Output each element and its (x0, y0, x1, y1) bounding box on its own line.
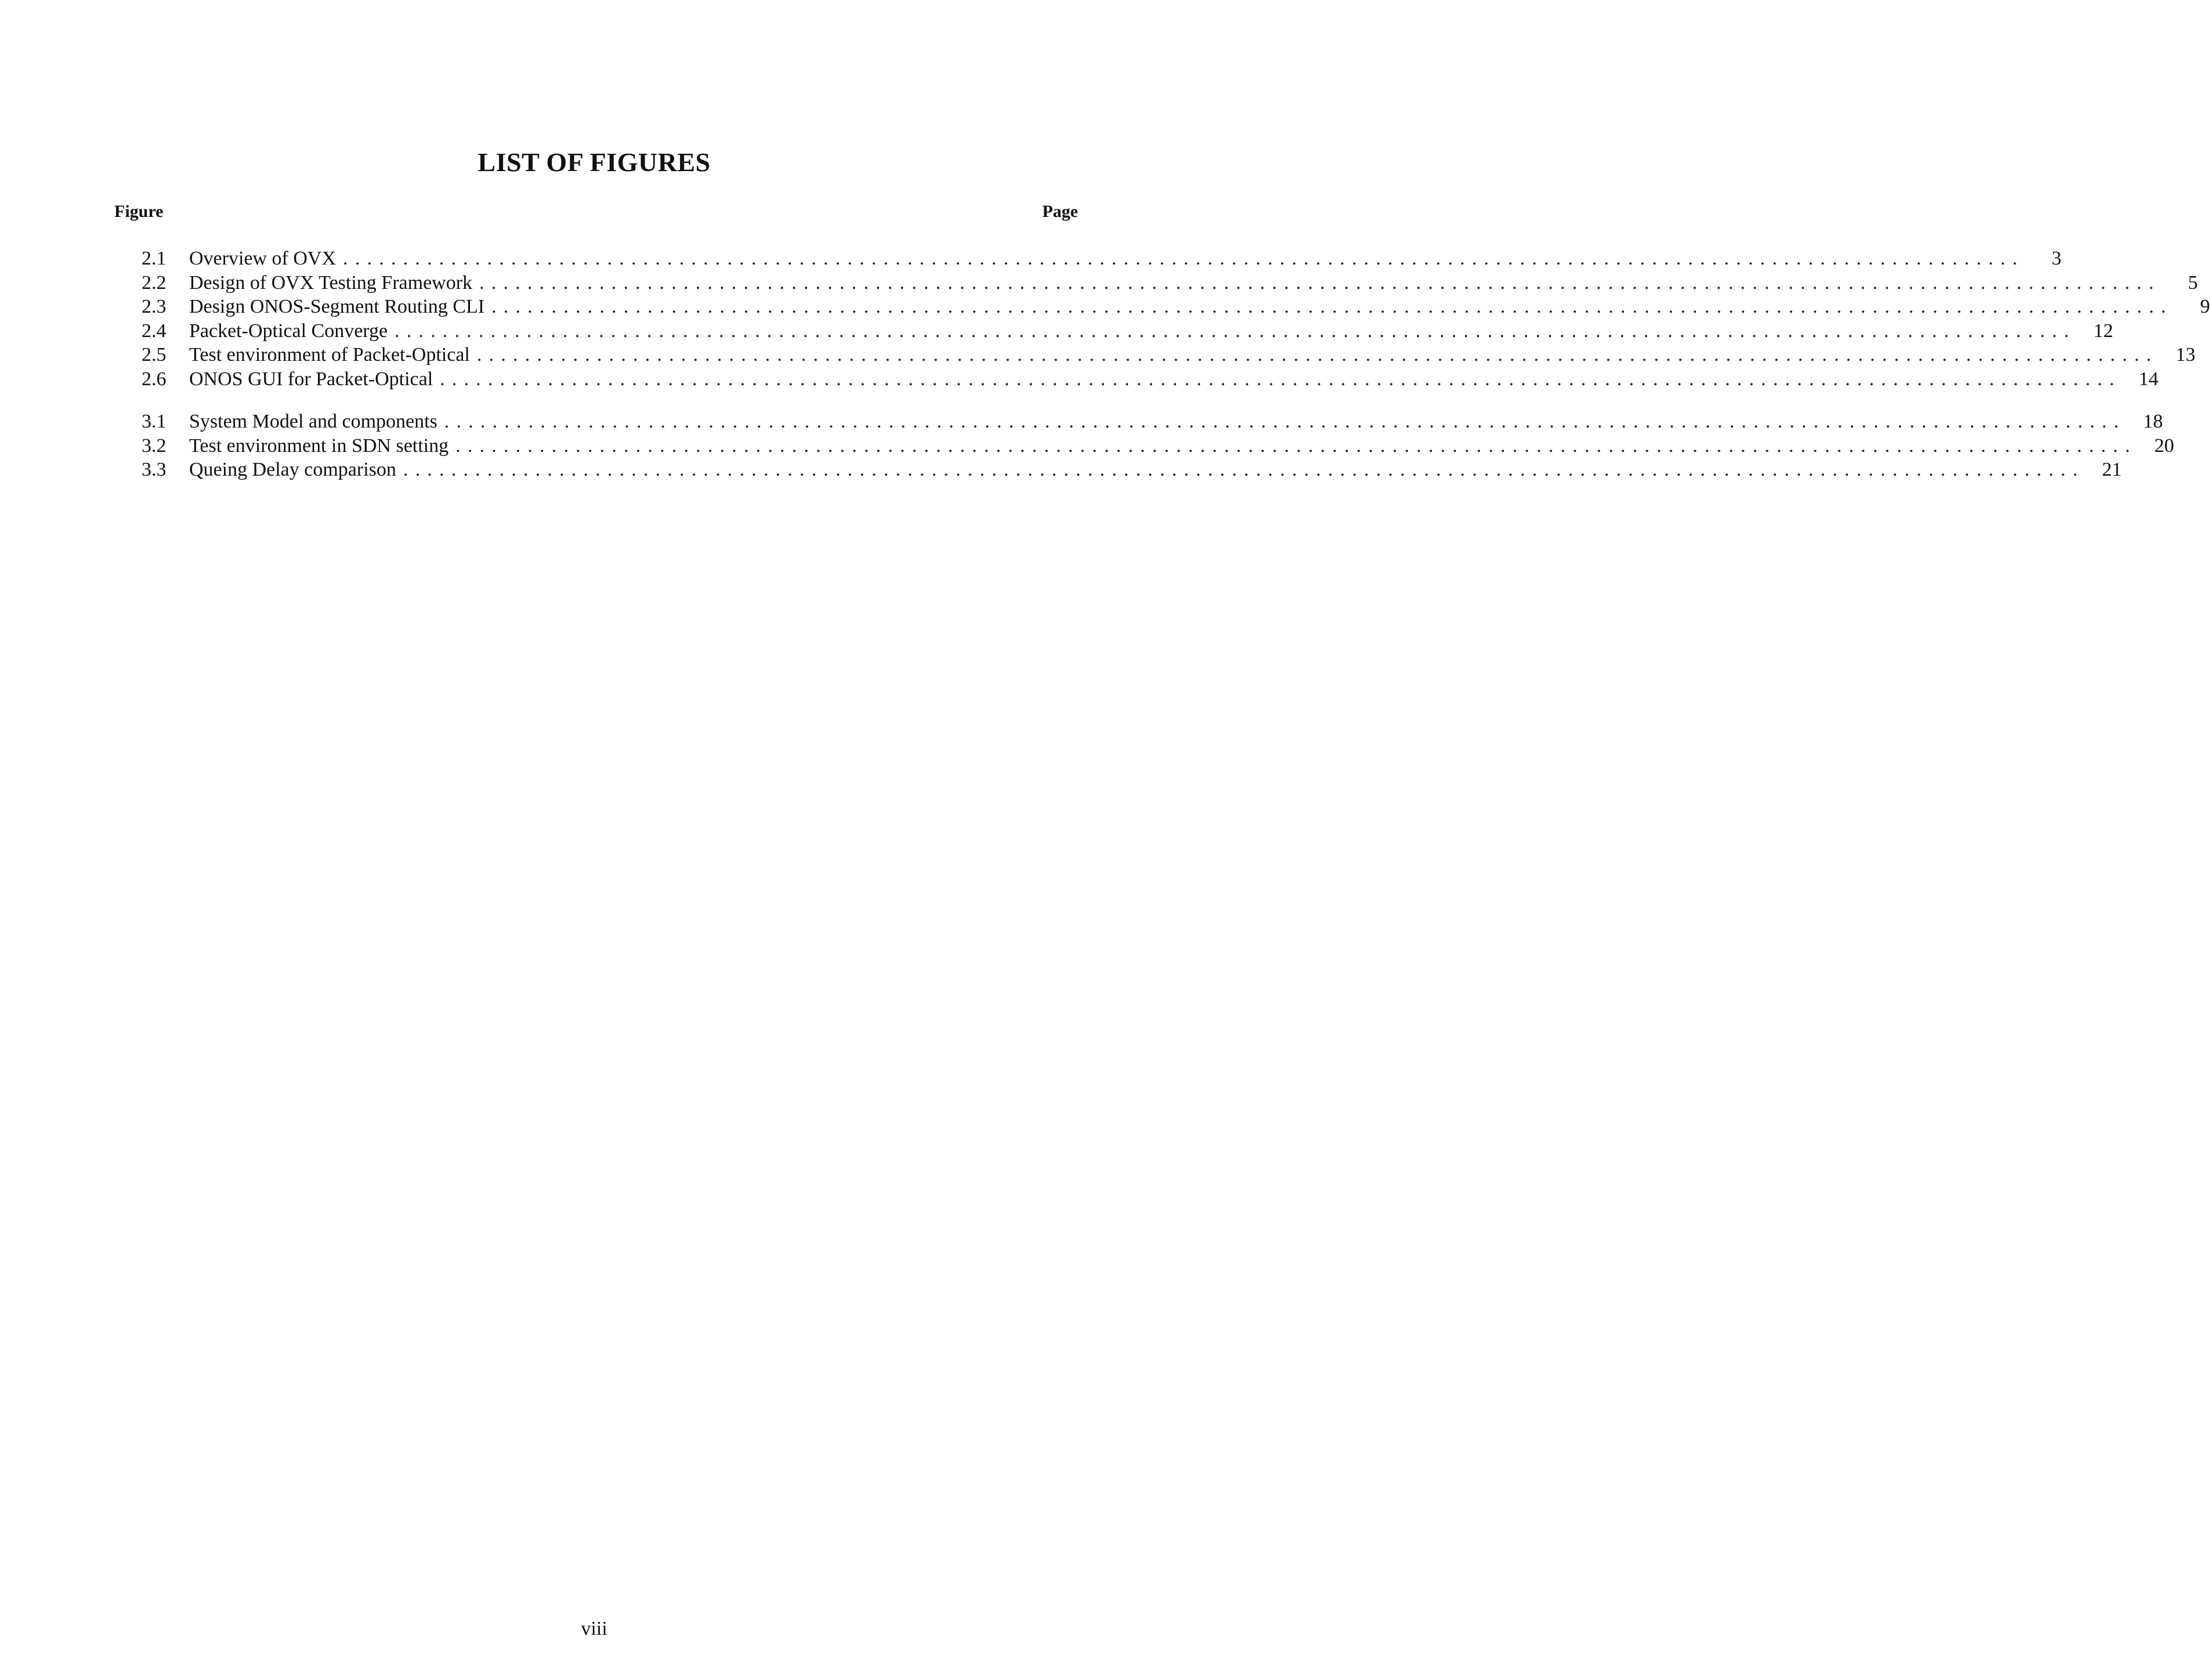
figure-list-chapter-3 (142, 410, 2175, 482)
figure-number: 2.1 (142, 248, 167, 269)
toc-entry[interactable] (142, 410, 2163, 434)
toc-entry[interactable] (142, 367, 2159, 392)
dot-leader: ............................................................................................................................................ (479, 271, 2161, 294)
dot-leader: ............................................................................................................................................ (491, 296, 2173, 318)
page-number: 20 (2154, 435, 2175, 457)
figure-title: System Model and components (189, 411, 437, 432)
figure-number: 2.5 (142, 344, 167, 366)
page-number: 13 (2175, 344, 2195, 366)
page-number: 21 (2102, 459, 2122, 481)
figure-number: 3.1 (142, 411, 167, 432)
page-footer-number: viii (581, 1618, 607, 1639)
toc-entry[interactable] (142, 458, 2122, 482)
figure-title: Test environment of Packet-Optical (189, 344, 470, 366)
page-column-header: Page (1042, 202, 1078, 221)
toc-entry[interactable] (142, 434, 2175, 458)
figure-number: 2.6 (142, 368, 167, 390)
figure-number: 3.3 (142, 459, 167, 481)
dot-leader: ............................................................................................................................................ (455, 435, 2137, 457)
figure-title: Design ONOS-Segment Routing CLI (189, 296, 485, 318)
figure-title: Overview of OVX (189, 248, 337, 269)
page-number: 5 (2188, 271, 2198, 294)
dot-leader: ............................................................................................................................................ (343, 248, 2025, 269)
figure-list-chapter-2 (142, 247, 2210, 392)
toc-entry[interactable] (142, 295, 2210, 319)
page-number: 14 (2139, 368, 2159, 390)
dot-leader: ............................................................................................................................................ (444, 411, 2126, 432)
figure-column-header: Figure (114, 202, 164, 221)
dot-leader: ............................................................................................................................................ (403, 459, 2085, 481)
dot-leader: ............................................................................................................................................ (440, 368, 2122, 390)
figure-title: Packet-Optical Converge (189, 320, 388, 342)
dot-leader: ............................................................................................................................................ (476, 344, 2158, 366)
figure-number: 2.4 (142, 320, 167, 342)
figure-title: ONOS GUI for Packet-Optical (189, 368, 433, 390)
figure-number: 2.2 (142, 271, 167, 294)
page-number: 18 (2143, 411, 2163, 432)
page-number: 3 (2052, 248, 2062, 269)
dot-leader: ............................................................................................................................................ (395, 320, 2077, 342)
toc-entry[interactable] (142, 247, 2062, 271)
figure-number: 2.3 (142, 296, 167, 318)
toc-entry[interactable] (142, 271, 2198, 295)
page-number: 9 (2200, 296, 2210, 318)
figure-title: Design of OVX Testing Framework (189, 271, 473, 294)
figure-number: 3.2 (142, 435, 167, 457)
page-title: LIST OF FIGURES (478, 147, 711, 177)
toc-entry[interactable] (142, 319, 2114, 343)
page-number: 12 (2093, 320, 2114, 342)
figure-title: Queing Delay comparison (189, 459, 396, 481)
toc-entry[interactable] (142, 343, 2195, 367)
figure-title: Test environment in SDN setting (189, 435, 449, 457)
